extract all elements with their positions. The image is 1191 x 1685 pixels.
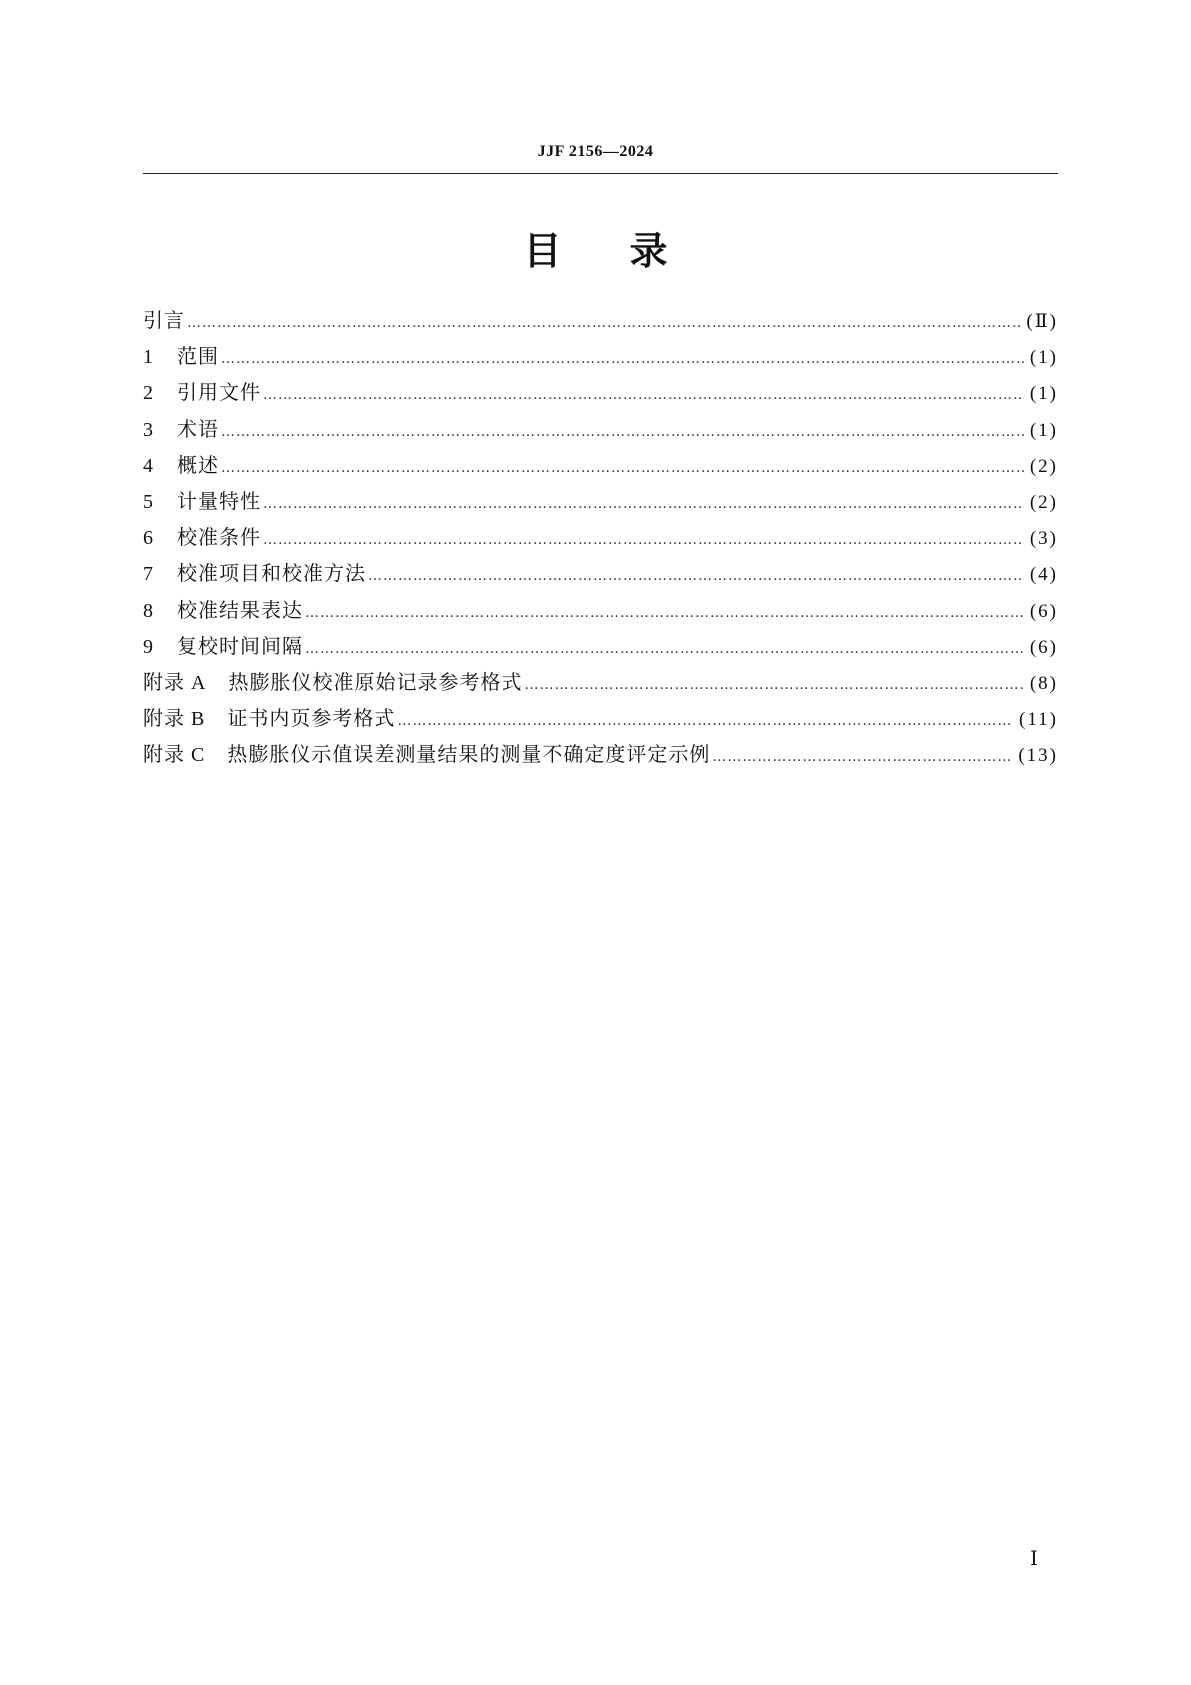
header-divider (143, 173, 1058, 174)
toc-entry-8[interactable] (143, 592, 1058, 628)
toc-entry-appendix-c[interactable] (143, 736, 1058, 772)
toc-dot-leader (305, 631, 1024, 667)
toc-entry-page: (8) (1029, 672, 1058, 694)
toc-entry-number: 附录 B (143, 708, 206, 731)
toc-entry-appendix-a[interactable] (143, 664, 1058, 700)
toc-dot-leader (221, 341, 1024, 377)
toc-entry-label: 计量特性 (177, 488, 261, 513)
toc-entry-number: 1 (143, 346, 153, 369)
page-number: Ⅰ (1030, 1548, 1038, 1570)
toc-entry-label: 术语 (177, 416, 219, 441)
toc-entry-label: 校准结果表达 (177, 597, 303, 622)
toc-entry-page: (6) (1029, 636, 1058, 658)
toc-entry-number: 附录 C (143, 744, 206, 767)
toc-entry-page: (6) (1029, 600, 1058, 622)
toc-entry-4[interactable] (143, 447, 1058, 483)
toc-entry-label: 复校时间间隔 (177, 633, 303, 658)
toc-entry-page: (1) (1029, 383, 1058, 405)
toc-dot-leader (221, 450, 1024, 486)
toc-entry-9[interactable] (143, 628, 1058, 664)
toc-entry-number: 6 (143, 527, 153, 550)
toc-dot-leader (263, 486, 1024, 522)
toc-entry-5[interactable] (143, 483, 1058, 519)
toc-entry-introduction[interactable] (143, 302, 1058, 338)
toc-dot-leader (712, 739, 1012, 775)
toc-entry-label: 引言 (143, 308, 185, 332)
toc-dot-leader (221, 414, 1024, 450)
toc-entry-1[interactable] (143, 338, 1058, 374)
toc-dot-leader (263, 377, 1024, 413)
toc-entry-number: 7 (143, 563, 153, 586)
toc-entry-2[interactable] (143, 374, 1058, 410)
toc-entry-page: (1) (1029, 347, 1058, 369)
toc-entry-label: 校准条件 (177, 525, 261, 550)
standard-code: JJF 2156—2024 (537, 143, 654, 160)
toc-entry-appendix-b[interactable] (143, 700, 1058, 736)
toc-entry-label: 引用文件 (177, 380, 261, 405)
toc-entry-label: 范围 (177, 344, 219, 369)
toc-entry-number: 2 (143, 382, 153, 405)
toc-entry-page: (Ⅱ) (1026, 311, 1058, 332)
toc-entry-label: 校准项目和校准方法 (177, 561, 366, 586)
toc-entry-page: (1) (1029, 419, 1058, 441)
toc-entry-number: 5 (143, 490, 153, 513)
toc-entry-page: (13) (1018, 745, 1058, 767)
toc-entry-7[interactable] (143, 555, 1058, 591)
toc-dot-leader (187, 305, 1020, 341)
toc-entry-page: (4) (1029, 564, 1058, 586)
toc-entry-3[interactable] (143, 411, 1058, 447)
table-of-contents (143, 302, 1058, 772)
toc-dot-leader (305, 595, 1024, 631)
toc-dot-leader (524, 667, 1023, 703)
toc-entry-page: (2) (1029, 455, 1058, 477)
toc-entry-label: 热膨胀仪示值误差测量结果的测量不确定度评定示例 (227, 742, 711, 767)
toc-entry-page: (3) (1029, 528, 1058, 550)
toc-entry-number: 9 (143, 635, 153, 658)
toc-entry-label: 证书内页参考格式 (227, 706, 396, 731)
toc-entry-6[interactable] (143, 519, 1058, 555)
toc-entry-number: 3 (143, 418, 153, 441)
toc-entry-number: 8 (143, 599, 153, 622)
toc-dot-leader (397, 703, 1013, 739)
toc-dot-leader (263, 522, 1024, 558)
toc-entry-label: 概述 (177, 452, 219, 477)
toc-entry-number: 4 (143, 454, 153, 477)
toc-dot-leader (368, 558, 1024, 594)
toc-title: 目录 (523, 229, 736, 273)
toc-entry-number: 附录 A (143, 671, 207, 694)
toc-entry-label: 热膨胀仪校准原始记录参考格式 (228, 669, 523, 694)
toc-entry-page: (2) (1029, 491, 1058, 513)
toc-entry-page: (11) (1019, 709, 1058, 731)
